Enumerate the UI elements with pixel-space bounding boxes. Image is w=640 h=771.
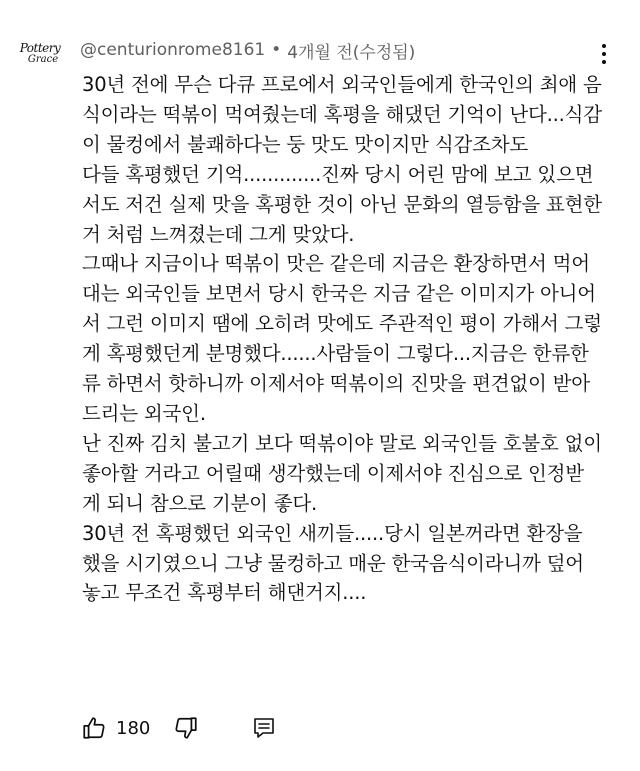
comment-text: 30년 전에 무슨 다큐 프로에서 외국인들에게 한국인의 최애 음식이라는 떡볶이 먹여줬는데 혹평을 해댔던 기억이 난다...식감이 물컹에서 불쾌하다는 둥 맛도 맛이지만 식감조차도 다들 혹평했던 기억.............진짜 당시 어린 맘에 보고 있으면서도 저건 실제 맛을 혹평한 것이 아닌 문화의 열등함을 표현한 거 처럼 느껴졌는데 그게 맞았다. 그때나 지금이나 떡볶이 맛은 같은데 지금은 환장하면서 먹어대는 외국인들 보면서 당시 한국은 지금 같은 이미지가 아니어서 그런 이미지 땜에 오히려 맛에도 주관적인 평이 가해서 그렇게 혹평했던게 분명했다......사람들이 그렇다...지금은 한류한류 하면서 핫하니까 이제서야 떡볶이의 진맛을 편견없이 받아드리는 외국인. 난 진짜 김치 불고기 보다 떡볶이야 말로 외국인들 호불호 없이 좋아할 거라고 어릴때 생각했는데 이제서야 진심으로 인정받게 되니 참으로 기분이 좋다. 30년 전 혹평했던 외국인 새끼들.....당시 일본꺼라면 환장을 했을 시기였으니 그냥 물컹하고 매운 한국음식이라니까 덮어놓고 무조건 혹평부터 해댄거지.... bbox=[82, 73, 602, 605]
avatar-text-bottom: Grace bbox=[27, 54, 59, 65]
reply-comment-icon[interactable] bbox=[250, 714, 278, 742]
avatar[interactable] bbox=[14, 34, 66, 74]
comment-timestamp[interactable]: 4개월 전(수정됨) bbox=[287, 42, 416, 63]
like-count: 180 bbox=[116, 717, 151, 739]
header-separator: • bbox=[271, 40, 282, 60]
comment-header bbox=[80, 38, 415, 62]
author-handle[interactable]: @centurionrome8161 bbox=[80, 40, 266, 60]
avatar-text-top: Pottery bbox=[19, 41, 61, 55]
comment-actions bbox=[80, 712, 278, 744]
thumbs-up-icon[interactable] bbox=[80, 714, 108, 742]
more-vertical-icon[interactable] bbox=[596, 42, 612, 66]
thumbs-down-icon[interactable] bbox=[172, 714, 200, 742]
